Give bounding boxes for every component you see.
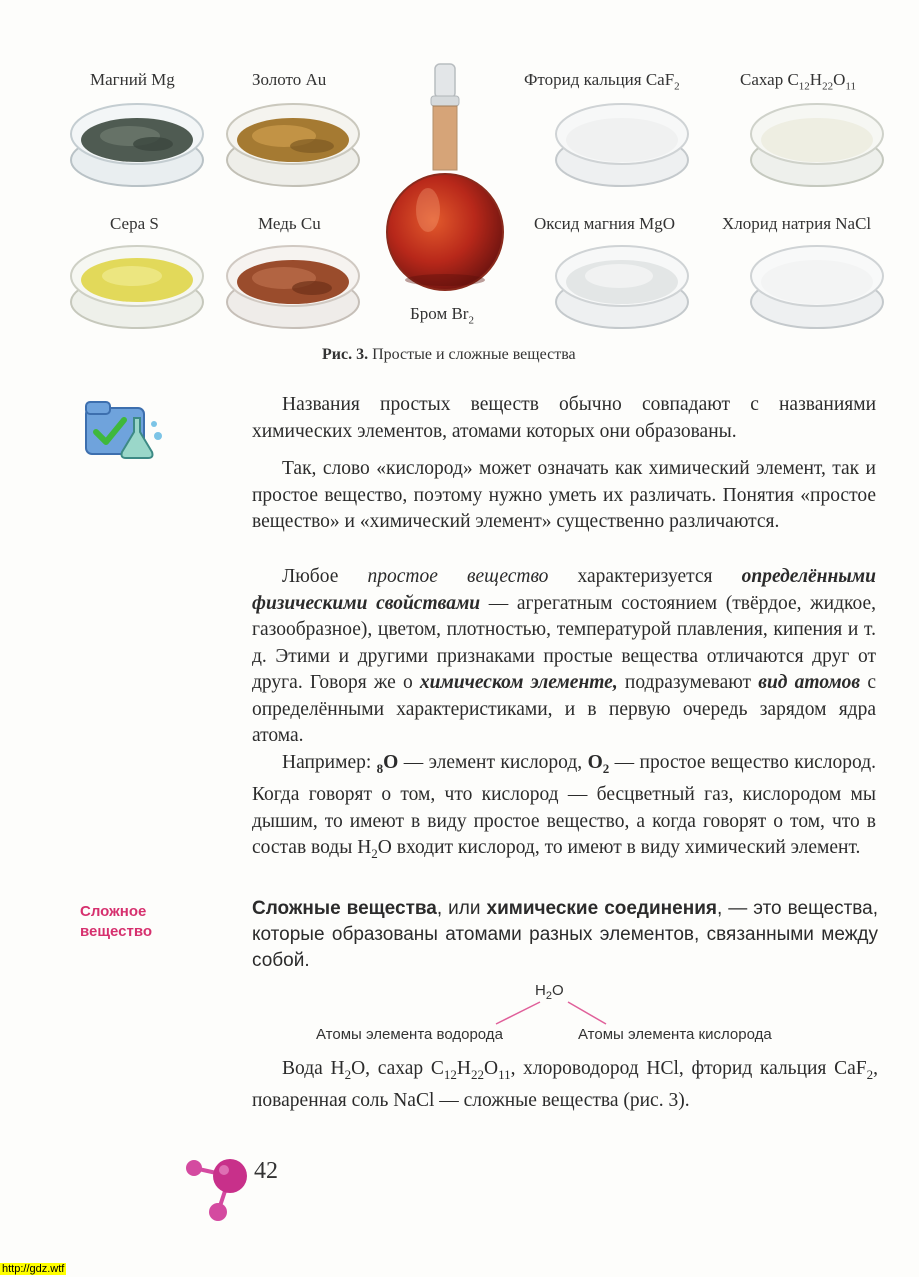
paragraph-1: Названия простых веществ обычно совпадают с названиями химических элементов, атомами которых они образованы. xyxy=(252,394,876,442)
dish-gold xyxy=(224,92,362,192)
label-calcium-fluoride: Фторид кальция CaF$_2$ xyxy=(524,70,680,93)
folder-flask-icon xyxy=(82,398,168,464)
molecule-icon xyxy=(180,1152,260,1228)
paragraph-5: Сложные вещества, или химические соединения, — это вещества, которые образованы атомами разных элементов, связанными между собой. xyxy=(252,898,879,971)
water-diagram-lines xyxy=(490,996,610,1026)
label-magnesium: Магний Mg xyxy=(90,70,175,89)
label-magnesium-oxide: Оксид магния MgO xyxy=(534,214,675,233)
dish-magnesium-oxide xyxy=(553,234,691,334)
label-sodium-chloride: Хлорид натрия NaCl xyxy=(722,214,872,233)
dish-calcium-fluoride xyxy=(553,92,691,192)
water-left-label: Атомы элемента водорода xyxy=(316,1026,503,1043)
dish-sugar xyxy=(748,92,886,192)
paragraph-6: Вода $H_2O$, сахар $C_{12}H_{22}O_{11}$, хлороводород HCl, фторид кальция CaF$_2$, поваренная соль NaCl — сложные вещества (рис. 3). xyxy=(252,1058,878,1112)
label-bromine: Бром $Br_2$ xyxy=(410,304,474,327)
label-copper: Медь Cu xyxy=(258,214,321,233)
label-sugar: Сахар $C_{12}H_{22}O_{11}$ xyxy=(740,70,856,93)
dish-magnesium xyxy=(68,92,206,192)
page-number: 42 xyxy=(254,1158,278,1184)
paragraph-4: Например: $_8$O — элемент кислород, $O_2$ — простое вещество кислород. Когда говорят о том, что кислород — бесцветный газ, кислородом мы дышим, то имеют в виду простое вещество, а когда говорят о том, что в состав воды $H_2O$ входит кислород, то имеют в виду химический элемент. xyxy=(252,752,877,862)
water-right-label: Атомы элемента кислорода xyxy=(578,1026,772,1043)
flask-bromine xyxy=(384,60,506,304)
dish-copper xyxy=(224,234,362,334)
dish-sodium-chloride xyxy=(748,234,886,334)
figure-caption: Рис. 3. Простые и сложные вещества xyxy=(322,346,576,363)
paragraph-2: Так, слово «кислород» может означать как химический элемент, так и простое вещество, поэтому нужно уметь их различать. Понятия «простое вещество» и «химический элемент» существенно различаются. xyxy=(252,458,876,532)
margin-note: Сложное вещество xyxy=(80,903,153,940)
paragraph-3: Любое простое вещество характеризуется определёнными физическими свойствами — агрегатным состоянием (твёрдое, жидкое, газообразное), цветом, плотностью, температурой плавления, кипения и т. д. Этими и другими признаками простые вещества отличаются друг от друга. Говоря же о химическом элементе, подразумевают вид атомов с определёнными характеристиками, и в первую очередь зарядом ядра атома. xyxy=(252,566,877,746)
dish-sulfur xyxy=(68,234,206,334)
label-gold: Золото Au xyxy=(252,70,327,89)
label-sulfur: Сера S xyxy=(110,214,159,233)
footer-link[interactable]: http://gdz.wtf xyxy=(2,1263,65,1275)
water-formula: $H_2O$ xyxy=(535,982,564,1002)
